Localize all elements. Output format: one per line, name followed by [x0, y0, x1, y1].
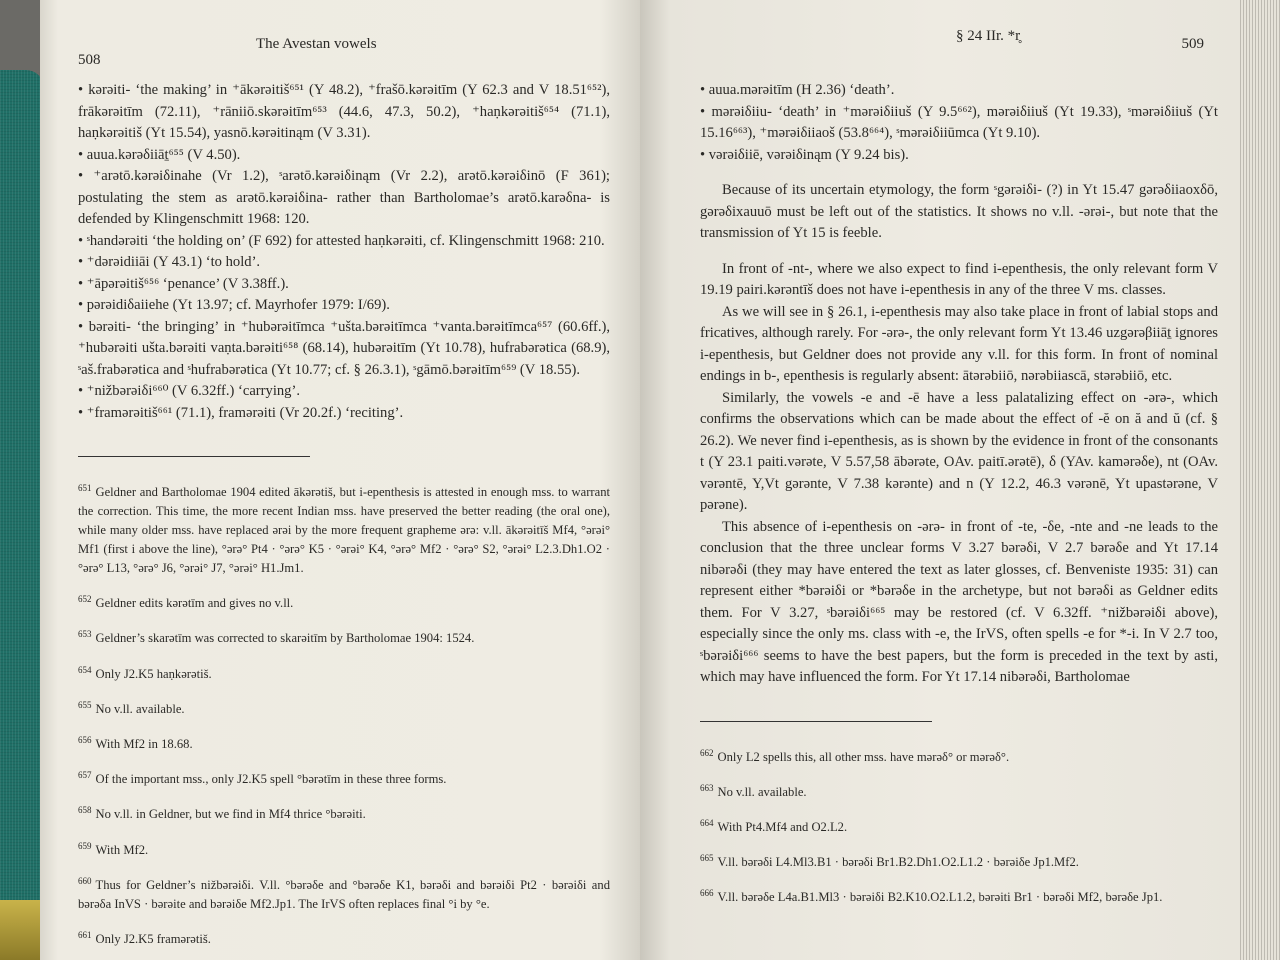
footnote-rule [700, 721, 932, 722]
footnote: $^{657}$ Of the important mss., only J2.K5 spell °bərətīm in these three forms. [78, 770, 447, 787]
entry: • ˢhandərəiti ‘the holding on’ (F 692) for attested haṇkərəiti, cf. Klingenschmitt 1968: 210. [78, 232, 605, 249]
footnote: $^{660}$ Thus for Geldner’s nižbərəiδi. V.ll. °bərəδe and °bərəδe K1, bərəδi and bərəiδi Pt2 · bərəiδi and bərəδa InVS · bərəite and bərəiδe Mf2.Jp1. The IrVS often replaces final °i by °e. [78, 875, 610, 911]
right-footnotes [700, 744, 1218, 908]
book-cover-edge [0, 900, 40, 960]
paragraph: In front of -nt-, where we also expect to find i-epenthesis, the only relevant form V 19.19 pairi.kərəntīš does not have i-epenthesis in any of the three V ms. classes. [700, 260, 1218, 298]
footnote: $^{656}$ With Mf2 in 18.68. [78, 734, 193, 752]
entry: • ⁺nižbərəiδi⁶⁶⁰ (V 6.32ff.) ‘carrying’. [78, 383, 300, 399]
entry: • ⁺āpərəitiš⁶⁵⁶ ‘penance’ (V 3.38ff.). [78, 275, 289, 292]
entry: • auua.mərəitīm (H 2.36) ‘death’. [700, 82, 895, 98]
footnote: $^{661}$ Only J2.K5 framərətiš. [78, 929, 211, 947]
left-body [78, 80, 610, 424]
footnote-rule [78, 456, 310, 457]
paragraph: This absence of i-epenthesis on -ərə- in front of -te, -δe, -nte and -ne leads to the conclusion that the three unclear forms V 3.27 bərəδi, V 2.7 bərəδe and Yt 17.14 nibərəδi (they may have entered the text as later glosses, cf. Benveniste 1935: 31) can represent either *bərəiδi or *bərəδe in the archetype, but not bərəδi as Geldner edits them. For V 3.27, ˢbərəiδi⁶⁶⁵ may be restored (cf. V 6.32ff. ⁺nižbərəiδi above), especially since the only ms. class with -e, the IrVS, often spells -e for *-i. In V 2.7 too, ˢbərəiδi⁶⁶⁶ seems to have the best papers, but the form is preceded in the text by asti, which may have influenced the form. For Yt 17.14 nibərəδi, Bartholomae [700, 518, 1218, 685]
footnote: $^{658}$ No v.ll. in Geldner, but we find in Mf4 thrice °bərəiti. [78, 805, 366, 822]
entry: • vərəiδiiē, vərəiδinąm (Y 9.24 bis). [700, 146, 909, 163]
footnote: $^{663}$ No v.ll. available. [700, 782, 807, 799]
paragraph: Similarly, the vowels -e and -ē have a less palatalizing effect on -ərə-, which confirms the observations which can be made about the effect of -ĕ on ă and ŭ (cf. § 26.2). We never find i-epenthesis, as is shown by the evidence in front of the consonants t (Y 23.1 paiti.vərəte, V 5.57,58 ābərəte, OAv. paitī.ərətē), δ (YAv. kamərəδe), nt (OAv. vərəntē, Y,Vt gərənte, V 7.38 kərənte) and n (Y 12.2, 46.3 vərənē, Yt upastərəne, V pərəne). [700, 389, 1218, 513]
right-running-head: § 24 IIr. *r̥ [956, 28, 1021, 44]
entry: • ⁺arətō.kərəiδinahe (Vr 1.2), ˢarətō.kərəiδinąm (Vr 2.2), arətō.kərəiδinō (F 361); postulating the stem as arətō.kərəiδina- rather than Bartholomae’s arətō.karəδna- is defended by Klingenschmitt 1968: 120. [78, 168, 610, 227]
right-page [640, 0, 1240, 960]
entry: • mərəiδiiu- ‘death’ in ⁺mərəiδiiuš (Y 9.5⁶⁶²), mərəiδiiuš (Yt 19.33), ˢmərəiδiiuš (Yt 15.16⁶⁶³), ⁺mərəiδiiaoš (53.8⁶⁶⁴), ˢmərəiδiiūmca (Yt 9.10). [700, 103, 1218, 141]
paragraph: As we will see in § 26.1, i-epenthesis may also take place in front of labial stops and fricatives, although rarely. For -ərə-, the only relevant form Yt 13.46 uzgərəβiiāṯ ignores i-epenthesis, but Geldner does not provide any v.ll. for this form. In front of nominal endings in b-, epenthesis is regularly absent: ātərəbiiō, nərəbiiascā, stərəbiiō, etc. [700, 303, 1218, 384]
footnote: $^{664}$ With Pt4.Mf4 and O2.L2. [700, 817, 848, 835]
entry: • auua.kərəδiiāṯ⁶⁵⁵ (V 4.50). [78, 146, 241, 163]
footnote: $^{651}$ Geldner and Bartholomae 1904 edited ākərətiš, but i-epenthesis is attested in enough mss. to warrant the correction. This time, the more recent Indian mss. have preserved the better reading (the oral one), while many older mss. have replaced ərəi by the more frequent grapheme ərə: v.ll. ākərəitīš Mf4, °ərəi° Mf1 (first i above the line), °ərə° Pt4 · °ərə° K5 · °ərəi° K4, °ərə° Mf2 · °ərə° S2, °ərəi° L2.3.Dh1.O2 · °ərə° L13, °ərə° J6, °ərəi° J7, °ərəi° H1.Jm1. [78, 483, 610, 576]
left-page-number: 508 [78, 52, 101, 68]
right-page-number: 509 [1181, 36, 1204, 52]
book-cover [0, 70, 44, 960]
entry: • kərəiti- ‘the making’ in ⁺ākərəitiš⁶⁵¹ (Y 48.2), ⁺frašō.kərəitīm (Y 62.3 and V 18.51⁶⁵²), frākərəitīm (72.11), ⁺rāniiō.skərəitīm⁶⁵³ (44.6, 47.3, 50.2), ⁺haṇkərəitiš⁶⁵⁴ (71.1), haṇkərəitiš (Yt 15.54), yasnō.kərəitinąm (V 3.31). [78, 82, 610, 141]
footnote: $^{666}$ V.ll. bərəδe L4a.B1.Ml3 · bərəiδi B2.K10.O2.L1.2, bərəiti Br1 · bərəδi Mf2, bərəδe Jp1. [700, 888, 1163, 905]
footnote: $^{654}$ Only J2.K5 haṇkərətiš. [78, 664, 212, 681]
right-header [700, 28, 1218, 80]
footnote: $^{665}$ V.ll. bərəδi L4.Ml3.B1 · bərəδi Br1.B2.Dh1.O2.L1.2 · bərəiδe Jp1.Mf2. [700, 853, 1079, 870]
left-footnotes [78, 479, 610, 949]
footnote: $^{659}$ With Mf2. [78, 840, 149, 857]
footnote: $^{655}$ No v.ll. available. [78, 699, 185, 716]
footnote: $^{652}$ Geldner edits kərətīm and gives no v.ll. [78, 594, 294, 611]
entry: • pərəidiδaiiehe (Yt 13.97; cf. Mayrhofer 1979: I/69). [78, 297, 390, 313]
left-page [40, 0, 640, 960]
entry: • ⁺dərəidiiāi (Y 43.1) ‘to hold’. [78, 254, 261, 270]
paragraph: Because of its uncertain etymology, the form ˢgərəiδi- (?) in Yt 15.47 gərəδiiaoxδō, gərəδixauuō must be left out of the statistics. It shows no v.ll. -ərəi-, but note that the transmission of Yt 15 is feeble. [700, 182, 1218, 241]
left-running-head: The Avestan vowels [256, 36, 377, 52]
footnote: $^{662}$ Only L2 spells this, all other mss. have mərəδ° or mərəδ°. [700, 747, 1010, 764]
entry: • ⁺framərəitiš⁶⁶¹ (71.1), framərəiti (Vr 20.2f.) ‘reciting’. [78, 404, 404, 421]
right-body [700, 80, 1218, 689]
footnote: $^{653}$ Geldner’s skarətīm was corrected to skarəitīm by Bartholomae 1904: 1524. [78, 629, 475, 646]
entry: • bərəiti- ‘the bringing’ in ⁺hubərəitīmca ⁺ušta.bərəitīmca ⁺vanta.bərəitīmca⁶⁵⁷ (60.6ff.), ⁺hubərəiti ušta.bərəiti vaṇta.bərəiti⁶⁵⁸ (68.14), hubərəitīm (Yt 10.78), hufrabərətica (68.9), ˢaš.frabərətica and ˢhufrabərətica (Yt 10.77; cf. § 26.3.1), ˢgāmō.bərəitīm⁶⁵⁹ (V 18.55). [78, 318, 610, 378]
page-edges [1240, 0, 1280, 960]
left-header [78, 28, 610, 80]
